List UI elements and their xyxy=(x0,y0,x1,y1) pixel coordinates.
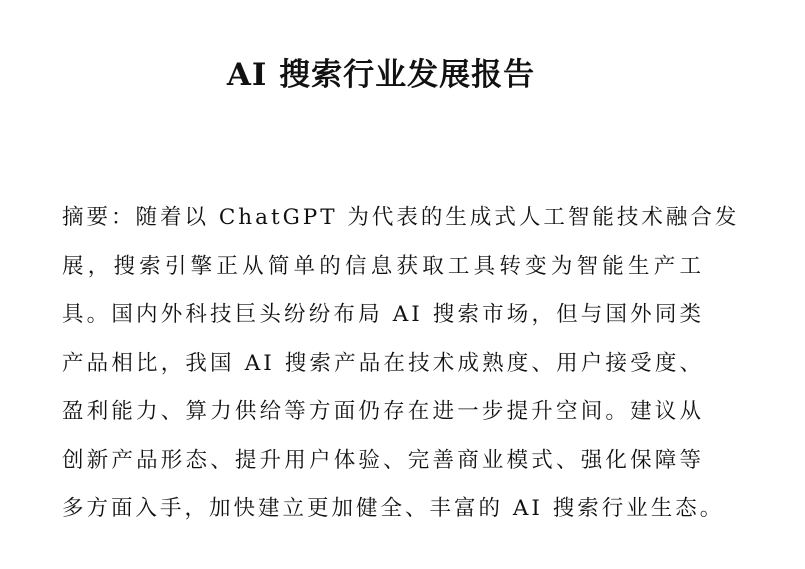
abstract-line-4: 产品相比，我国 AI 搜索产品在技术成熟度、用户接受度、 xyxy=(62,350,704,376)
abstract-line-3: 具。国内外科技巨头纷纷布局 AI 搜索市场，但与国外同类 xyxy=(62,302,704,327)
abstract-line-2: 展，搜索引擎正从简单的信息获取工具转变为智能生产工 xyxy=(62,253,704,279)
abstract-line-6: 创新产品形态、提升用户体验、完善商业模式、强化保障等 xyxy=(62,447,704,473)
abstract-line-1-text: 随着以 ChatGPT 为代表的生成式人工智能技术融合发 xyxy=(135,205,740,230)
abstract-line-1 xyxy=(62,194,740,243)
abstract-paragraph xyxy=(62,194,740,534)
abstract-line-5: 盈利能力、算力供给等方面仍存在进一步提升空间。建议从 xyxy=(62,399,704,424)
abstract-label: 摘要： xyxy=(62,205,136,230)
document-title: AI 搜索行业发展报告 xyxy=(226,56,536,93)
abstract-line-7: 多方面入手，加快建立更加健全、丰富的 AI 搜索行业生态。 xyxy=(62,496,725,521)
